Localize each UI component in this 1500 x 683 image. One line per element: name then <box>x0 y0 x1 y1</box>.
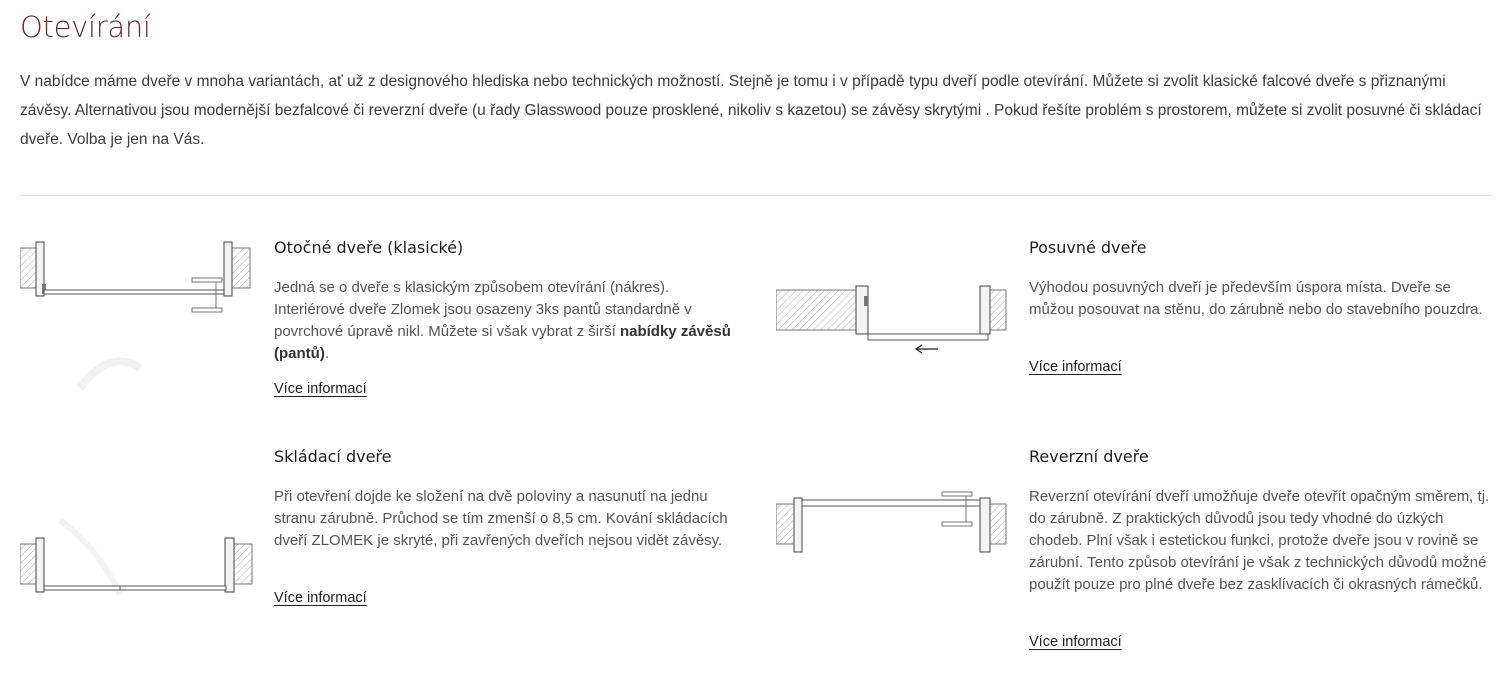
reverse-door-diagram <box>776 488 1016 648</box>
hinged-door-description <box>274 277 739 365</box>
page-title: Otevírání <box>20 10 151 44</box>
reverse-door-card <box>1029 447 1494 596</box>
reverse-door-more-link[interactable]: Více informací <box>1029 634 1122 650</box>
hinges-offer-link[interactable]: nabídky závěsů (pantů) <box>274 323 731 362</box>
folding-door-more-link[interactable]: Více informací <box>274 590 367 606</box>
hinged-door-description-text: Jedná se o dveře s klasickým způsobem otevírání (nákres). Interiérové dveře Zlomek jsou osazeny 3ks pantů standardně v povrchové úpravě nikl. Můžete si však vybrat z širší <box>274 279 692 340</box>
sliding-door-title: Posuvné dveře <box>1029 238 1147 257</box>
sliding-door-card <box>1029 238 1494 321</box>
hinged-door-card <box>274 238 739 365</box>
folding-door-description: Při otevření dojde ke složení na dvě poloviny a nasunutí na jednu stranu zárubně. Průchod se tím zmenší o 8,5 cm. Kování skládacích dveří ZLOMEK je skryté, při zavřených dveřích nejsou vidět závěsy. <box>274 488 728 549</box>
section-divider <box>20 195 1492 196</box>
hinged-door-title: Otočné dveře (klasické) <box>274 238 464 257</box>
sliding-door-diagram <box>776 282 1016 442</box>
hinged-door-description-end: . <box>324 345 329 362</box>
sliding-door-more-link[interactable]: Více informací <box>1029 359 1122 375</box>
folding-door-diagram <box>20 500 260 660</box>
sliding-door-description: Výhodou posuvných dveří je především úspora místa. Dveře se můžou posouvat na stěnu, do zárubně nebo do stavebního pouzdra. <box>1029 279 1483 318</box>
hinged-door-more-link[interactable]: Více informací <box>274 381 367 397</box>
hinged-door-diagram <box>20 238 260 398</box>
reverse-door-title: Reverzní dveře <box>1029 447 1149 466</box>
folding-door-title: Skládací dveře <box>274 447 392 466</box>
folding-door-card <box>274 447 739 552</box>
reverse-door-description: Reverzní otevírání dveří umožňuje dveře otevřít opačným směrem, tj. do zárubně. Z praktických důvodů jsou tedy vhodné do úzkých chodeb. Plní však i estetickou funkci, protože dveře jsou v rovině se zárubní. Tento způsob otevírání je však z technických důvodů možné použít pouze pro plné dveře bez zasklívacích či okrasných rámečků. <box>1029 488 1490 593</box>
intro-text: V nabídce máme dveře v mnoha variantách, ať už z designového hlediska nebo technických možností. Stejně je tomu i v případě typu dveří podle otevírání. Můžete si zvolit klasické falcové dveře s přiznanými závěsy. Alternativou jsou modernější bezfalcové či reverzní dveře (u řady Glasswood pouze prosklené, nikoliv s kazetou) se závěsy skrytými . Pokud řešíte problém s prostorem, můžete si zvolit posuvné či skládací dveře. Volba je jen na Vás. <box>20 73 1482 148</box>
